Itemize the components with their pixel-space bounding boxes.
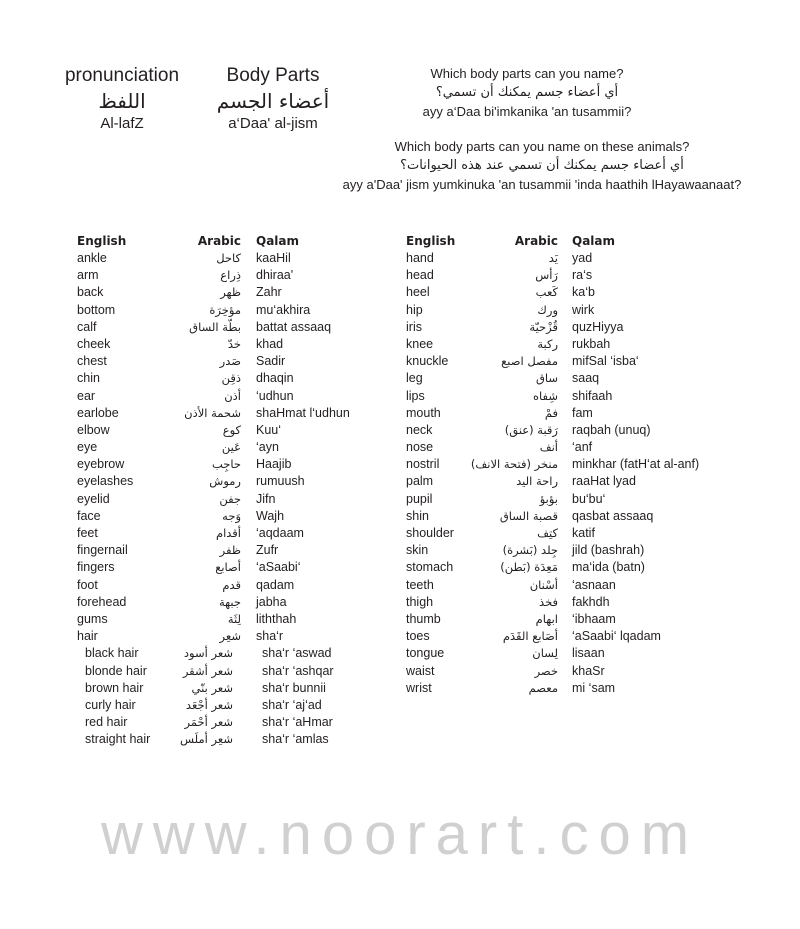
arabic-word: أذن	[224, 388, 241, 403]
qalam-transliteration: ‘aqdaam	[256, 526, 304, 540]
arabic-word: لِسان	[532, 646, 558, 661]
arabic-word: معصم	[528, 680, 558, 695]
qalam-transliteration: sha‘r ‘aswad	[262, 646, 332, 661]
qalam-transliteration: Zahr	[256, 285, 282, 300]
table-row	[406, 267, 746, 284]
english-word: elbow	[77, 422, 110, 437]
table-row	[406, 388, 746, 405]
arabic-word: أنف	[539, 440, 558, 455]
qalam-transliteration: Jifn	[256, 491, 276, 506]
arabic-word: شعر بنّي	[191, 680, 233, 695]
qalam-transliteration: quzHiyya	[572, 319, 624, 334]
qalam-transliteration: raqbah (unuq)	[572, 422, 651, 437]
qalam-transliteration: katif	[572, 526, 595, 540]
english-word: hip	[406, 302, 423, 317]
english-word: head	[406, 268, 434, 283]
english-word: teeth	[406, 577, 434, 592]
question-1	[354, 64, 700, 121]
qalam-transliteration: rukbah	[572, 336, 611, 351]
table-row	[77, 302, 397, 319]
qalam-transliteration: shaHmat l‘udhun	[256, 405, 350, 420]
qalam-transliteration: Zufr	[256, 543, 279, 558]
english-word: tongue	[406, 646, 445, 661]
arabic-word: شعِر	[219, 629, 241, 644]
arabic-word: شعر أجْعَد	[185, 697, 233, 712]
qalam-transliteration: ‘udhun	[256, 388, 294, 403]
table-row	[406, 439, 746, 456]
column-header-english: English	[77, 234, 127, 248]
qalam-transliteration: khaSr	[572, 663, 605, 678]
table-row	[77, 267, 397, 284]
english-word: eyelashes	[77, 474, 134, 489]
table-row	[77, 370, 397, 387]
table-row	[406, 577, 746, 594]
arabic-word: قُزْحيّة	[529, 319, 558, 334]
qalam-transliteration: qadam	[256, 577, 295, 592]
table-row	[406, 319, 746, 336]
question-arabic: أي أعضاء جسم يمكنك أن تسمي عند هذه الحيوانات؟	[400, 158, 684, 173]
qalam-transliteration: ka‘b	[572, 285, 595, 300]
arabic-word: رموش	[209, 474, 241, 489]
qalam-transliteration: raaHat lyad	[572, 474, 636, 489]
qalam-transliteration: minkhar (fatH‘at al-anf)	[572, 457, 700, 472]
vocab-table-right	[406, 233, 746, 697]
qalam-transliteration: khad	[256, 336, 284, 351]
table-row	[406, 405, 746, 422]
arabic-word: قصبة الساق	[499, 508, 558, 523]
arabic-word: وَجه	[222, 508, 241, 523]
arabic-word: جبهة	[218, 594, 241, 609]
english-word: eye	[77, 440, 98, 455]
english-word: brown hair	[85, 680, 144, 695]
english-word: eyelid	[77, 491, 110, 506]
question-english: Which body parts can you name on these animals?	[394, 139, 690, 154]
table-row	[77, 284, 397, 301]
arabic-word: مفصل اصبع	[501, 354, 558, 369]
arabic-word: شعر أسود	[183, 646, 233, 661]
english-word: toes	[406, 629, 430, 644]
pronunciation-title-arabic: اللفظ	[98, 89, 146, 113]
qalam-transliteration: fakhdh	[572, 594, 610, 609]
english-word: pupil	[406, 491, 433, 506]
arabic-word: كوع	[222, 422, 241, 437]
qalam-transliteration: mi ‘sam	[572, 680, 616, 695]
english-word: chin	[77, 371, 100, 386]
english-word: leg	[406, 371, 423, 386]
arabic-word: كاحل	[216, 251, 241, 265]
english-word: ear	[77, 388, 96, 403]
table-row	[77, 473, 397, 490]
table-row	[406, 284, 746, 301]
qalam-transliteration: ma‘ida (batn)	[572, 560, 645, 575]
english-word: fingers	[77, 560, 115, 575]
english-word: nostril	[406, 457, 440, 472]
body-parts-heading	[196, 64, 350, 134]
arabic-word: منخر (فتحة الانف)	[470, 457, 558, 472]
table-row	[406, 456, 746, 473]
english-word: red hair	[85, 715, 128, 730]
english-word: shoulder	[406, 526, 454, 540]
qalam-transliteration: Haajib	[256, 457, 292, 472]
table-row	[77, 439, 397, 456]
arabic-word: شِفاه	[533, 388, 558, 403]
english-word: stomach	[406, 560, 454, 575]
qalam-transliteration: yad	[572, 251, 593, 265]
english-word: straight hair	[85, 732, 151, 747]
english-word: calf	[77, 319, 97, 334]
qalam-transliteration: Kuu‘	[256, 422, 282, 437]
qalam-transliteration: Sadir	[256, 354, 286, 369]
arabic-word: حاجِب	[211, 457, 241, 472]
english-word: chest	[77, 354, 107, 369]
qalam-transliteration: ‘aSaabi‘ lqadam	[572, 629, 661, 644]
qalam-transliteration: dhaqin	[256, 371, 294, 386]
qalam-transliteration: sha‘r ‘aj‘ad	[262, 697, 322, 712]
table-row	[406, 525, 746, 542]
english-word: hand	[406, 251, 434, 265]
english-word: face	[77, 508, 101, 523]
table-row	[406, 508, 746, 525]
table-row	[406, 250, 746, 267]
arabic-word: بؤبؤ	[539, 491, 558, 506]
english-word: cheek	[77, 336, 111, 351]
table-row	[77, 594, 397, 611]
column-header-qalam: Qalam	[256, 234, 300, 248]
qalam-transliteration: sha‘r	[256, 629, 284, 644]
qalam-transliteration: ‘ibhaam	[572, 611, 616, 626]
arabic-word: ظفر	[219, 543, 241, 558]
english-word: mouth	[406, 405, 441, 420]
table-row	[77, 456, 397, 473]
arabic-word: شعر أحْمَر	[184, 715, 233, 730]
english-word: feet	[77, 526, 98, 540]
table-row	[77, 405, 397, 422]
vocab-table-left	[77, 233, 397, 748]
arabic-word: فمْ	[544, 405, 558, 420]
arabic-word: أسْنان	[529, 577, 558, 592]
table-row	[406, 645, 746, 662]
table-row	[406, 336, 746, 353]
english-word: hair	[77, 629, 98, 644]
qalam-transliteration: kaaHil	[256, 251, 291, 265]
arabic-word: كَعب	[535, 285, 558, 300]
table-row	[406, 302, 746, 319]
english-word: knee	[406, 336, 434, 351]
table-row	[77, 628, 397, 645]
qalam-transliteration: ra‘s	[572, 268, 593, 283]
column-header-qalam: Qalam	[572, 234, 616, 248]
qalam-transliteration: mu‘akhira	[256, 302, 311, 317]
table-row	[77, 680, 397, 697]
page-title: Body Parts	[226, 65, 320, 86]
table-row	[77, 422, 397, 439]
table-row	[77, 559, 397, 576]
table-row	[77, 577, 397, 594]
arabic-word: جفن	[219, 491, 241, 506]
english-word: ankle	[77, 251, 107, 265]
table-row	[406, 542, 746, 559]
arabic-word: شعر أشقر	[182, 663, 233, 678]
qalam-transliteration: sha‘r bunnii	[262, 680, 326, 695]
arabic-word: ذِراع	[220, 268, 241, 283]
english-word: arm	[77, 268, 99, 283]
table-row	[77, 645, 397, 662]
arabic-word: يَد	[548, 251, 558, 265]
arabic-word: أصابع	[215, 560, 241, 575]
qalam-transliteration: ‘aSaabi‘	[256, 560, 301, 575]
english-word: blonde hair	[85, 663, 147, 678]
arabic-word: رَأس	[535, 268, 558, 283]
table-row	[406, 663, 746, 680]
qalam-transliteration: jild (bashrah)	[572, 543, 645, 558]
page-title-arabic: أعضاء الجسم	[216, 89, 330, 113]
arabic-word: خصر	[534, 663, 558, 678]
table-row	[77, 611, 397, 628]
qalam-transliteration: mifSal ‘isba‘	[572, 354, 639, 369]
english-word: knuckle	[406, 354, 449, 369]
table-row	[77, 388, 397, 405]
arabic-word: ركبة	[537, 336, 558, 351]
english-word: skin	[406, 543, 429, 558]
arabic-word: صَدر	[219, 354, 241, 369]
table-row	[77, 319, 397, 336]
table-row	[77, 336, 397, 353]
english-word: waist	[406, 663, 435, 678]
english-word: gums	[77, 611, 108, 626]
english-word: wrist	[406, 680, 432, 695]
table-header	[406, 233, 746, 250]
qalam-transliteration: battat assaaq	[256, 319, 332, 334]
table-row	[77, 353, 397, 370]
table-row	[406, 628, 746, 645]
english-word: thigh	[406, 594, 434, 609]
table-row	[77, 525, 397, 542]
arabic-word: جِلد (بَشرة)	[502, 543, 558, 558]
arabic-word: عَين	[221, 440, 241, 455]
table-row	[406, 491, 746, 508]
page-title-translit: a‘Daa' al-jism	[228, 115, 318, 132]
qalam-transliteration: sha‘r ‘amlas	[262, 732, 329, 747]
question-translit: ayy a‘Daa bi'imkanika 'an tusammii?	[422, 104, 632, 119]
arabic-word: ابهام	[535, 611, 558, 626]
table-row	[406, 473, 746, 490]
watermark: www.noorart.com	[100, 802, 700, 867]
table-row	[406, 594, 746, 611]
arabic-word: ذقِن	[221, 371, 241, 386]
table-row	[406, 370, 746, 387]
column-header-arabic: Arabic	[514, 234, 558, 248]
qalam-transliteration: ‘ayn	[256, 440, 279, 455]
table-row	[406, 680, 746, 697]
table-row	[77, 663, 397, 680]
english-word: earlobe	[77, 405, 119, 420]
question-arabic: أي أعضاء جسم يمكنك أن تسمي؟	[435, 85, 619, 100]
qalam-transliteration: lisaan	[572, 646, 605, 661]
arabic-word: فخذ	[539, 594, 558, 609]
english-word: palm	[406, 474, 434, 489]
english-word: shin	[406, 508, 429, 523]
english-word: forehead	[77, 594, 127, 609]
table-header	[77, 233, 397, 250]
column-header-english: English	[406, 234, 456, 248]
arabic-word: خدّ	[227, 336, 241, 351]
table-row	[77, 697, 397, 714]
qalam-transliteration: sha‘r ‘aHmar	[262, 715, 333, 730]
arabic-word: ظهر	[220, 285, 241, 300]
table-row	[77, 491, 397, 508]
question-translit: ayy a'Daa' jism yumkinuka 'an tusammii 'inda haathih lHayawaanaat?	[342, 177, 742, 192]
arabic-word: قدم	[222, 577, 241, 592]
qalam-transliteration: shifaah	[572, 388, 613, 403]
english-word: black hair	[85, 646, 139, 661]
table-row	[77, 250, 397, 267]
table-row	[406, 559, 746, 576]
arabic-word: شعِر أملَس	[179, 732, 233, 747]
arabic-word: لِثَة	[227, 611, 241, 626]
pronunciation-title-translit: Al-lafZ	[100, 115, 144, 132]
english-word: fingernail	[77, 543, 128, 558]
table-row	[406, 422, 746, 439]
english-word: nose	[406, 440, 434, 455]
qalam-transliteration: sha‘r ‘ashqar	[262, 663, 334, 678]
arabic-word: ساق	[535, 371, 558, 386]
english-word: heel	[406, 285, 430, 300]
english-word: back	[77, 285, 104, 300]
qalam-transliteration: rumuush	[256, 474, 305, 489]
qalam-transliteration: ‘asnaan	[572, 577, 616, 592]
arabic-word: ورك	[537, 302, 558, 317]
english-word: bottom	[77, 302, 116, 317]
qalam-transliteration: ‘anf	[572, 440, 593, 455]
english-word: neck	[406, 422, 433, 437]
arabic-word: مَعِدَة (بَطن)	[500, 560, 558, 575]
qalam-transliteration: saaq	[572, 371, 600, 386]
english-word: lips	[406, 388, 425, 403]
qalam-transliteration: bu‘bu‘	[572, 491, 606, 506]
english-word: iris	[406, 319, 422, 334]
arabic-word: راحة اليد	[516, 474, 558, 489]
qalam-transliteration: dhiraa'	[256, 268, 294, 283]
arabic-word: شحمة الأذن	[184, 405, 241, 420]
column-header-arabic: Arabic	[197, 234, 241, 248]
arabic-word: بطّة الساق	[189, 319, 241, 334]
english-word: thumb	[406, 611, 441, 626]
table-row	[77, 714, 397, 731]
english-word: foot	[77, 577, 98, 592]
pronunciation-title: pronunciation	[64, 65, 180, 86]
table-row	[406, 611, 746, 628]
question-english: Which body parts can you name?	[430, 66, 624, 81]
table-row	[77, 542, 397, 559]
arabic-word: رَقبة (عنق)	[504, 422, 558, 437]
english-word: eyebrow	[77, 457, 125, 472]
qalam-transliteration: fam	[572, 405, 593, 420]
pronunciation-heading	[52, 64, 192, 134]
question-2	[292, 137, 792, 194]
table-row	[77, 731, 397, 748]
arabic-word: كتِف	[537, 526, 558, 540]
qalam-transliteration: jabha	[256, 594, 287, 609]
arabic-word: مؤخِرَة	[209, 302, 241, 317]
arabic-word: أصَابع القَدَم	[502, 629, 558, 644]
qalam-transliteration: wirk	[572, 302, 595, 317]
qalam-transliteration: Wajh	[256, 508, 285, 523]
qalam-transliteration: liththah	[256, 611, 297, 626]
table-row	[406, 353, 746, 370]
arabic-word: أقدام	[215, 526, 241, 540]
qalam-transliteration: qasbat assaaq	[572, 508, 654, 523]
english-word: curly hair	[85, 697, 136, 712]
table-row	[77, 508, 397, 525]
